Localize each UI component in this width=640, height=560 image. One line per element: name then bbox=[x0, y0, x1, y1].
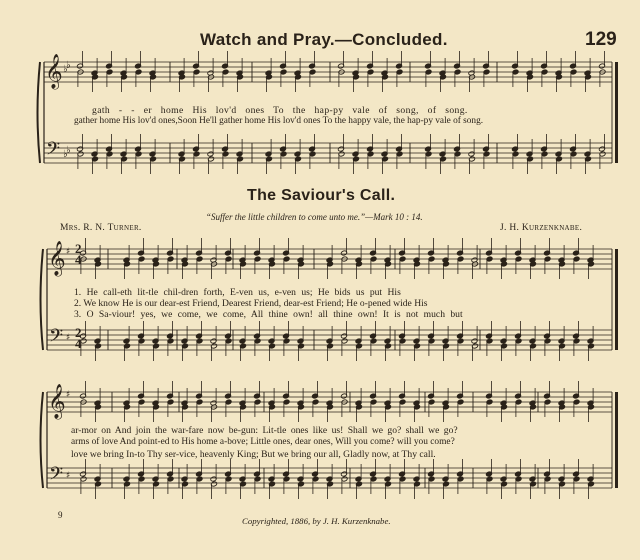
bass-clef: 𝄢 bbox=[46, 139, 61, 164]
system-brace bbox=[41, 249, 44, 350]
verse-1-line-1: 1. He call-eth lit-tle chil-dren forth, E-ven us, e-ven us; He bids us put His bbox=[74, 287, 401, 298]
hymn-title-saviours-call: The Saviour's Call. bbox=[247, 187, 396, 204]
flat-sign: ♭ bbox=[66, 145, 71, 156]
system-brace bbox=[41, 392, 44, 488]
system-brace bbox=[38, 62, 41, 163]
page-signature-mark: 9 bbox=[58, 510, 63, 520]
time-signature-treble: 2 4 bbox=[75, 241, 82, 267]
sharp-sign: ♯ bbox=[66, 471, 71, 481]
bass-clef: 𝄢 bbox=[49, 326, 64, 351]
bass-clef: 𝄢 bbox=[49, 464, 64, 489]
lyric-line: gather home His lov'd ones,Soon He'll gather home His lov'd ones To the happy vale, the hap-py vale of song. bbox=[74, 116, 484, 126]
scripture-reference: “Suffer the little children to come unto me.”—Mark 10 : 14. bbox=[206, 212, 423, 222]
hymn-title-watch-and-pray: Watch and Pray.—Concluded. bbox=[200, 30, 448, 49]
verse-3-line-1: 3. O Sa-viour! yes, we come, we come, All thine own! all thine own! It is not much but bbox=[74, 309, 463, 320]
copyright-notice: Copyrighted, 1886, by J. H. Kurzenknabe. bbox=[242, 516, 391, 526]
time-signature-bass: 2 4 bbox=[75, 325, 82, 351]
sharp-sign: ♯ bbox=[66, 390, 71, 400]
flat-sign: ♭ bbox=[63, 64, 68, 75]
lyric-line: gath - - er home His lov'd ones To the hap-py vale of song, of song. bbox=[92, 105, 468, 116]
page-number: 129 bbox=[585, 29, 617, 50]
treble-clef: 𝄞 bbox=[48, 241, 66, 276]
verse-1-line-2: ar-mor on And join the war-fare now be-gun: Lit-tle ones like us! Shall we go? shall we go? bbox=[71, 425, 458, 436]
final-bar-line bbox=[615, 249, 618, 350]
sharp-sign: ♯ bbox=[66, 247, 71, 257]
lyricist-credit: Mrs. R. N. Turner. bbox=[60, 223, 142, 233]
verse-2-line-1: 2. We know He is our dear-est Friend, Dearest Friend, dear-est Friend; He o-pened wide His bbox=[74, 298, 428, 309]
composer-credit: J. H. Kurzenknabe. bbox=[500, 223, 583, 233]
verse-3-line-2: love we bring In-to Thy ser-vice, heavenly King; But we bring our all, Gladly now, at Thy call. bbox=[71, 449, 436, 460]
treble-clef: 𝄞 bbox=[45, 54, 63, 89]
sharp-sign: ♯ bbox=[66, 333, 71, 343]
treble-clef: 𝄞 bbox=[48, 384, 66, 419]
final-bar-line bbox=[615, 62, 618, 163]
flat-sign: ♭ bbox=[66, 60, 71, 71]
verse-2-line-2: arms of love And point-ed to His home a-bove; Little ones, dear ones, Will you come? will you come? bbox=[71, 437, 455, 447]
flat-sign: ♭ bbox=[63, 149, 68, 160]
final-bar-line bbox=[615, 392, 618, 488]
